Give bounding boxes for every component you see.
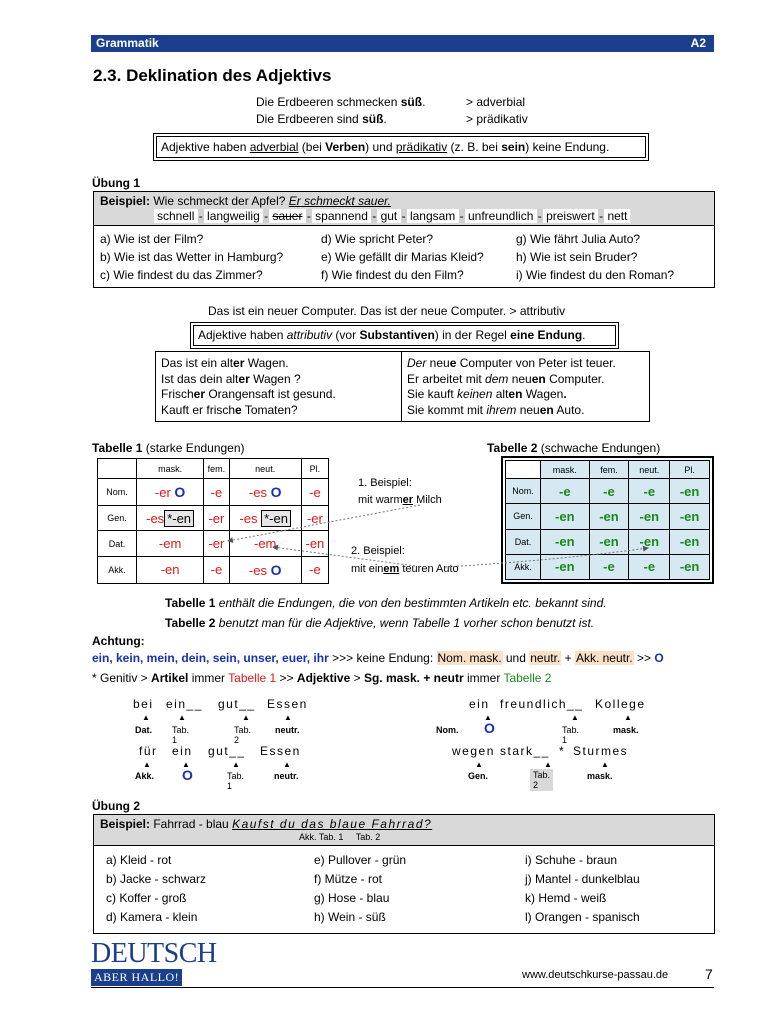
- exercise-2-item: e) Pullover - grün: [314, 853, 407, 867]
- arrow-up-icon: ▲: [475, 760, 483, 769]
- example-weak-2: Er arbeitet mit dem neuen Computer.: [407, 371, 605, 386]
- exercise-1-question: h) Wie ist sein Bruder?: [516, 250, 638, 264]
- header-level: A2: [690, 36, 706, 50]
- word-item: schnell: [157, 209, 195, 223]
- word-separator: -: [599, 209, 604, 223]
- t1-row-gen: Gen.: [98, 506, 137, 531]
- arrow-up-icon: ▲: [571, 713, 579, 722]
- word-item: spannend: [315, 209, 368, 223]
- arrow-example-1: [228, 505, 420, 541]
- t2-row-gen: Gen.: [506, 504, 541, 529]
- t1-cell: -em: [137, 531, 204, 556]
- label-o: O: [484, 720, 495, 736]
- t2-row-akk: Akk.: [506, 554, 541, 579]
- example-weak-1: Der neue Computer von Peter ist teuer.: [407, 356, 616, 370]
- arrow-up-icon: ▲: [544, 760, 552, 769]
- exercise-2-item: l) Orangen - spanisch: [525, 910, 640, 924]
- exercise-2-item: d) Kamera - klein: [106, 910, 198, 924]
- exercise-1-question: i) Wie findest du den Roman?: [516, 268, 675, 282]
- exercise-1-question: a) Wie ist der Film?: [100, 232, 204, 246]
- label-tab2: Tab. 2: [530, 769, 553, 791]
- t2-row-nom: Nom.: [506, 479, 541, 504]
- arrow-example-2-right: [445, 548, 648, 567]
- phrase-stark: stark__: [500, 744, 550, 758]
- example-weak-4: Sie kommt mit ihrem neuen Auto.: [407, 402, 585, 417]
- t1-cell: -en: [137, 556, 204, 583]
- exercise-2-item: c) Koffer - groß: [106, 891, 187, 905]
- logo: DEUTSCH: [91, 938, 217, 969]
- word-item: preiswert: [546, 209, 595, 223]
- example-strong-4: Kauft er frische Tomaten?: [161, 402, 298, 417]
- header-section: Grammatik: [96, 36, 159, 50]
- t2-col-neut: neut.: [629, 461, 670, 479]
- footer-rule: [91, 987, 714, 988]
- word-item: langweilig: [207, 209, 260, 223]
- t1-cell: -e: [204, 556, 229, 583]
- t1-col-fem: fem.: [204, 459, 229, 479]
- example-1-note: 1. Beispiel: mit warmer Milch: [358, 477, 442, 506]
- phrase-star: *: [559, 744, 564, 758]
- phrase-ein-3: ein: [469, 697, 490, 711]
- arrow-up-icon: ▲: [484, 713, 492, 722]
- exercise-2-item: b) Jacke - schwarz: [106, 872, 207, 886]
- exercise-2-item: i) Schuhe - braun: [525, 853, 618, 867]
- arrow-up-icon: ▲: [601, 760, 609, 769]
- label-mask: mask.: [587, 771, 613, 781]
- label-dat: Dat.: [135, 725, 153, 735]
- intro-note-1: > adverbial: [466, 95, 526, 109]
- phrase-ein: ein__: [166, 697, 203, 711]
- t1-cell: -er: [301, 506, 328, 531]
- exercise-2-item: j) Mantel - dunkelblau: [525, 872, 640, 886]
- t1-cell: -es O: [229, 556, 301, 583]
- word-separator: -: [459, 209, 464, 223]
- arrow-up-icon: ▲: [182, 760, 190, 769]
- t2-col-fem: fem.: [589, 461, 629, 479]
- arrow-up-icon: ▲: [284, 713, 292, 722]
- exercise-2-example: Beispiel: Fahrrad - blau Kaufst du das blaue Fahrrad? Akk. Tab. 1 Tab. 2: [94, 815, 714, 846]
- t2-col-mask: mask.: [541, 461, 590, 479]
- phrase-gut-2: gut__: [208, 744, 246, 758]
- label-mask: mask.: [613, 725, 639, 735]
- exercise-1-question: d) Wie spricht Peter?: [321, 232, 434, 246]
- word-separator: -: [198, 209, 203, 223]
- t2-cell: -en: [670, 554, 710, 579]
- arrow-up-icon: ▲: [232, 760, 240, 769]
- exercise-2-label: Übung 2: [92, 799, 140, 813]
- intro-line-2: Die Erdbeeren sind süß.: [256, 112, 387, 126]
- t1-cell: -e: [301, 479, 328, 506]
- arrow-up-icon: ▲: [624, 713, 632, 722]
- exercise-1-example: Beispiel: Wie schmeckt der Apfel? Er schmeckt sauer. schnell - langweilig - sauer - spannend - gut - langsam - unfreundlich - preiswert - nett: [94, 192, 714, 226]
- exercise-1-question: g) Wie fährt Julia Auto?: [516, 232, 641, 246]
- word-separator: -: [401, 209, 406, 223]
- example-2-note: 2. Beispiel: mit einem teuren Auto: [351, 545, 459, 575]
- label-nom: Nom.: [436, 725, 459, 735]
- t2-cell: -en: [629, 529, 670, 554]
- t2-cell: -e: [541, 479, 590, 504]
- word-item: nett: [607, 209, 628, 223]
- t1-cell: -er: [204, 506, 229, 531]
- phrase-essen: Essen: [267, 697, 308, 711]
- t1-col-mask: mask.: [137, 459, 204, 479]
- t2-cell: -en: [629, 504, 670, 529]
- word-separator: -: [372, 209, 377, 223]
- t2-cell: -en: [589, 504, 629, 529]
- phrase-essen-2: Essen: [260, 744, 301, 758]
- label-akk: Akk.: [135, 771, 155, 781]
- label-gen: Gen.: [468, 771, 489, 781]
- exercise-2-item: a) Kleid - rot: [106, 853, 172, 867]
- attributiv-line: Das ist ein neuer Computer. Das ist der neue Computer. > attributiv: [208, 304, 566, 318]
- t1-cell: -es O: [229, 479, 301, 506]
- word-separator: -: [264, 209, 269, 223]
- achtung-label: Achtung:: [92, 634, 145, 648]
- label-tab2: Tab. 2: [234, 725, 252, 745]
- t2-cell: -en: [541, 529, 590, 554]
- page-number: 7: [705, 966, 713, 982]
- t1-cell: -en: [301, 531, 328, 556]
- t2-row-dat: Dat.: [506, 529, 541, 554]
- exercise-1-question: f) Wie findest du den Film?: [321, 268, 464, 282]
- t2-cell: -en: [541, 504, 590, 529]
- exercise-2-item: k) Hemd - weiß: [525, 891, 607, 905]
- t1-cell: -e: [301, 556, 328, 583]
- table-1-heading: Tabelle 1 (starke Endungen): [92, 441, 245, 455]
- t2-cell: -en: [670, 479, 710, 504]
- intro-note-2: > prädikativ: [466, 112, 528, 126]
- phrase-freundlich: freundlich__: [500, 697, 584, 711]
- t1-row-nom: Nom.: [98, 479, 137, 506]
- phrase-bei: bei: [133, 697, 154, 711]
- word-separator: -: [306, 209, 311, 223]
- label-tab1: Tab. 1: [172, 725, 190, 745]
- t2-col-pl: Pl.: [670, 461, 710, 479]
- label-neutr: neutr.: [275, 725, 300, 735]
- arrow-up-icon: ▲: [143, 760, 151, 769]
- exercise-1-question: e) Wie gefällt dir Marias Kleid?: [321, 250, 484, 264]
- t1-cell: -e: [204, 479, 229, 506]
- example-strong-1: Das ist ein alter Wagen.: [161, 356, 289, 370]
- phrase-gut: gut__: [218, 697, 256, 711]
- phrase-ein-2: ein: [172, 744, 193, 758]
- t2-cell: -e: [629, 554, 670, 579]
- note-table-1: Tabelle 1 enthält die Endungen, die von den bestimmten Artikeln etc. bekannt sind.: [165, 596, 607, 610]
- word-separator: -: [537, 209, 542, 223]
- t1-cell: -es *-en: [229, 506, 301, 531]
- t1-col-neut: neut.: [229, 459, 301, 479]
- exercise-1-question: b) Wie ist das Wetter in Hamburg?: [100, 250, 284, 264]
- intro-line-1: Die Erdbeeren schmecken süß.: [256, 95, 426, 109]
- t1-cell: -es *-en: [137, 506, 204, 531]
- t2-cell: -en: [589, 529, 629, 554]
- word-item: gut: [380, 209, 398, 223]
- word-item: sauer: [272, 209, 303, 223]
- t1-row-dat: Dat.: [98, 531, 137, 556]
- t1-cell: -er: [204, 531, 229, 556]
- exercise-2-hint: Akk. Tab. 1 Tab. 2: [299, 832, 381, 842]
- phrase-sturmes: Sturmes: [573, 744, 629, 758]
- achtung-line-1: ein, kein, mein, dein, sein, unser, euer, ihr >>> keine Endung: Nom. mask. und neutr. + Akk. neutr. >> O: [92, 651, 664, 665]
- note-table-2: Tabelle 2 benutzt man für die Adjektive, wenn Tabelle 1 vorher schon benutzt ist.: [165, 616, 595, 630]
- t2-cell: -en: [541, 554, 590, 579]
- label-neutr: neutr.: [274, 771, 299, 781]
- phrase-wegen: wegen: [452, 744, 495, 758]
- word-item: unfreundlich: [467, 209, 534, 223]
- word-item: langsam: [409, 209, 456, 223]
- arrow-up-icon: ▲: [142, 713, 150, 722]
- arrow-up-icon: ▲: [178, 713, 186, 722]
- label-tab1: Tab. 1: [227, 771, 245, 791]
- label-tab1: Tab. 1: [562, 725, 580, 745]
- label-o: O: [182, 767, 193, 783]
- page-title: 2.3. Deklination des Adjektivs: [93, 66, 332, 85]
- t1-row-akk: Akk.: [98, 556, 137, 583]
- arrow-up-icon: ▲: [242, 713, 250, 722]
- t1-col-pl: Pl.: [301, 459, 328, 479]
- exercise-2-item: h) Wein - süß: [314, 910, 386, 924]
- phrase-kollege: Kollege: [595, 697, 646, 711]
- exercise-2-item: f) Mütze - rot: [314, 872, 383, 886]
- t1-cell: -em: [229, 531, 301, 556]
- exercise-1-label: Übung 1: [92, 176, 140, 190]
- achtung-line-2: * Genitiv > Artikel immer Tabelle 1 >> Adjektive > Sg. mask. + neutr immer Tabelle 2: [92, 671, 552, 685]
- example-weak-3: Sie kauft keinen alten Wagen.: [407, 387, 567, 401]
- footer-url: www.deutschkurse-passau.de: [522, 969, 669, 981]
- rule-box-2: Adjektive haben attributiv (vor Substantiven) in der Regel eine Endung.: [190, 322, 619, 349]
- exercise-2-item: g) Hose - blau: [314, 891, 390, 905]
- example-strong-2: Ist das dein alter Wagen ?: [161, 371, 301, 386]
- arrow-example-2-left: [273, 547, 415, 566]
- t2-cell: -e: [629, 479, 670, 504]
- t2-cell: -en: [670, 504, 710, 529]
- arrow-up-icon: ▲: [283, 760, 291, 769]
- exercise-1-question: c) Wie findest du das Zimmer?: [100, 268, 263, 282]
- logo-subtitle: ABER HALLO!: [91, 969, 182, 986]
- exercise-2-box: [93, 814, 715, 934]
- t2-cell: -e: [589, 479, 629, 504]
- t2-cell: -e: [589, 554, 629, 579]
- phrase-fuer: für: [139, 744, 158, 758]
- t2-cell: -en: [670, 529, 710, 554]
- rule-box-1: Adjektive haben adverbial (bei Verben) und prädikativ (z. B. bei sein) keine Endung.: [153, 133, 649, 161]
- table-2-heading: Tabelle 2 (schwache Endungen): [487, 441, 661, 455]
- t1-cell: -er O: [137, 479, 204, 506]
- example-strong-3: Frischer Orangensaft ist gesund.: [161, 387, 336, 401]
